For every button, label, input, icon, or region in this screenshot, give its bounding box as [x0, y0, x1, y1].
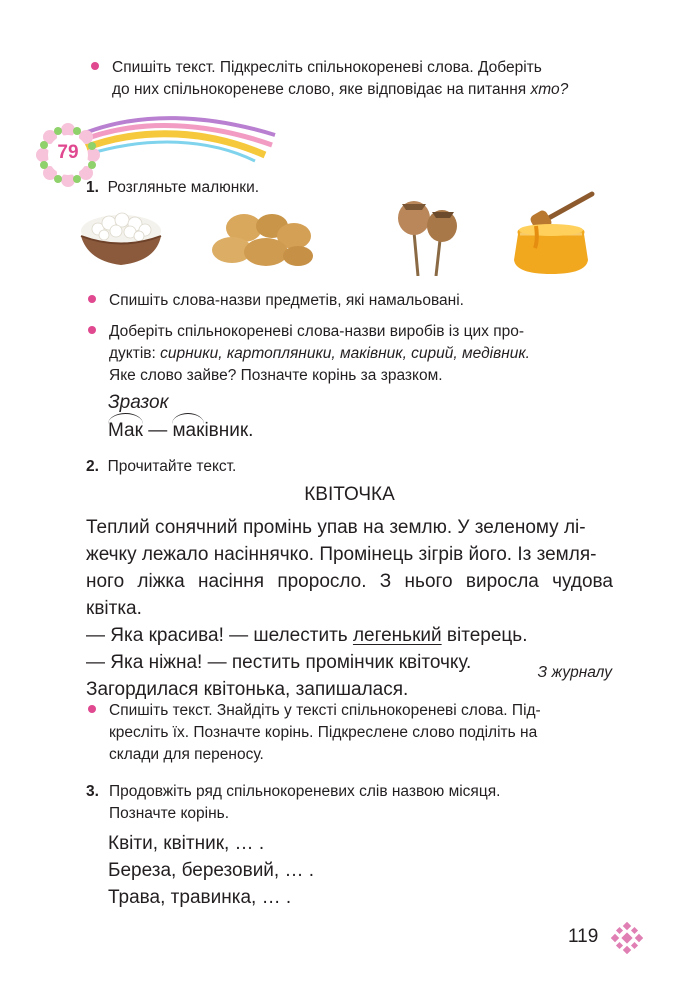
word-row: Квіти, квітник, … . [108, 833, 265, 854]
ex1-bullet1: Спишіть слова-назви предметів, які намальовані. [109, 292, 464, 309]
poppy-heads-image [388, 196, 468, 276]
lesson-number: 79 [57, 142, 79, 163]
story-line: — Яка красива! — шелестить легенький вітерець. [86, 625, 528, 646]
intro-task-line: до них спільнокореневе слово, яке відповідає на питання хто? [112, 81, 569, 98]
exercise-2-heading: 2. Прочитайте текст. [86, 458, 237, 475]
story-line: ного ліжка насіння проросло. З нього виросла чудова квітка. [86, 571, 613, 619]
word-row: Трава, травинка, … . [108, 887, 292, 908]
ex1-bullet2-line: дуктів: сирники, картопляники, маківник, сирий, медівник. [109, 345, 530, 362]
ornament-icon [611, 922, 643, 954]
ex3-task-line: Позначте корінь. [109, 805, 230, 822]
page-number: 119 [568, 926, 599, 947]
ex2-task [109, 700, 612, 766]
ex3-word-rows [108, 830, 314, 911]
root-marked-word: мак [172, 420, 205, 441]
story-title: КВІТОЧКА [304, 484, 395, 505]
exercise-3-number: 3. [86, 783, 99, 800]
exercise-3-task [109, 781, 612, 825]
exercise-1-heading: 1. Розгляньте малюнки. [86, 179, 260, 196]
story-line: Теплий сонячний промінь упав на землю. У зеленому лі- [86, 517, 586, 538]
bullet-dot [88, 705, 96, 713]
story-line: Загордилася квітонька, запишалася. [86, 679, 409, 700]
story-line: жечку лежало насіннячко. Промінець зігрів його. Із земля- [86, 544, 597, 565]
word-row: Береза, березовий, … . [108, 860, 315, 881]
ex1-bullet2 [109, 321, 612, 387]
bullet-dot [91, 62, 99, 70]
ex1-bullet2-line: Доберіть спільнокореневі слова-назви виробів із цих про- [109, 323, 525, 340]
potatoes-image [206, 206, 316, 268]
ex3-task-line: Продовжіть ряд спільнокореневих слів назвою місяця. [109, 783, 501, 800]
ex2-task-line: склади для переносу. [109, 746, 264, 763]
cottage-cheese-bowl-image [76, 203, 166, 269]
sample-label: Зразок [108, 392, 169, 413]
intro-task [112, 57, 622, 101]
ex2-task-line: кресліть їх. Позначте корінь. Підкреслене слово поділіть на [109, 724, 538, 741]
intro-task-line: Спишіть текст. Підкресліть спільнокореневі слова. Доберіть [112, 59, 542, 76]
honey-jar-image [508, 190, 598, 278]
story-source: З журналу [537, 664, 612, 681]
ex2-task-line: Спишіть текст. Знайдіть у тексті спільнокореневі слова. Під- [109, 702, 541, 719]
ex1-bullet2-line: Яке слово зайве? Позначте корінь за зразком. [109, 367, 443, 384]
root-marked-word: Мак [108, 420, 143, 441]
bullet-dot [88, 295, 96, 303]
bullet-dot [88, 326, 96, 334]
story-line: — Яка ніжна! — пестить промінчик квіточку. [86, 652, 472, 673]
sample-example: Мак — маківник. [108, 420, 254, 441]
